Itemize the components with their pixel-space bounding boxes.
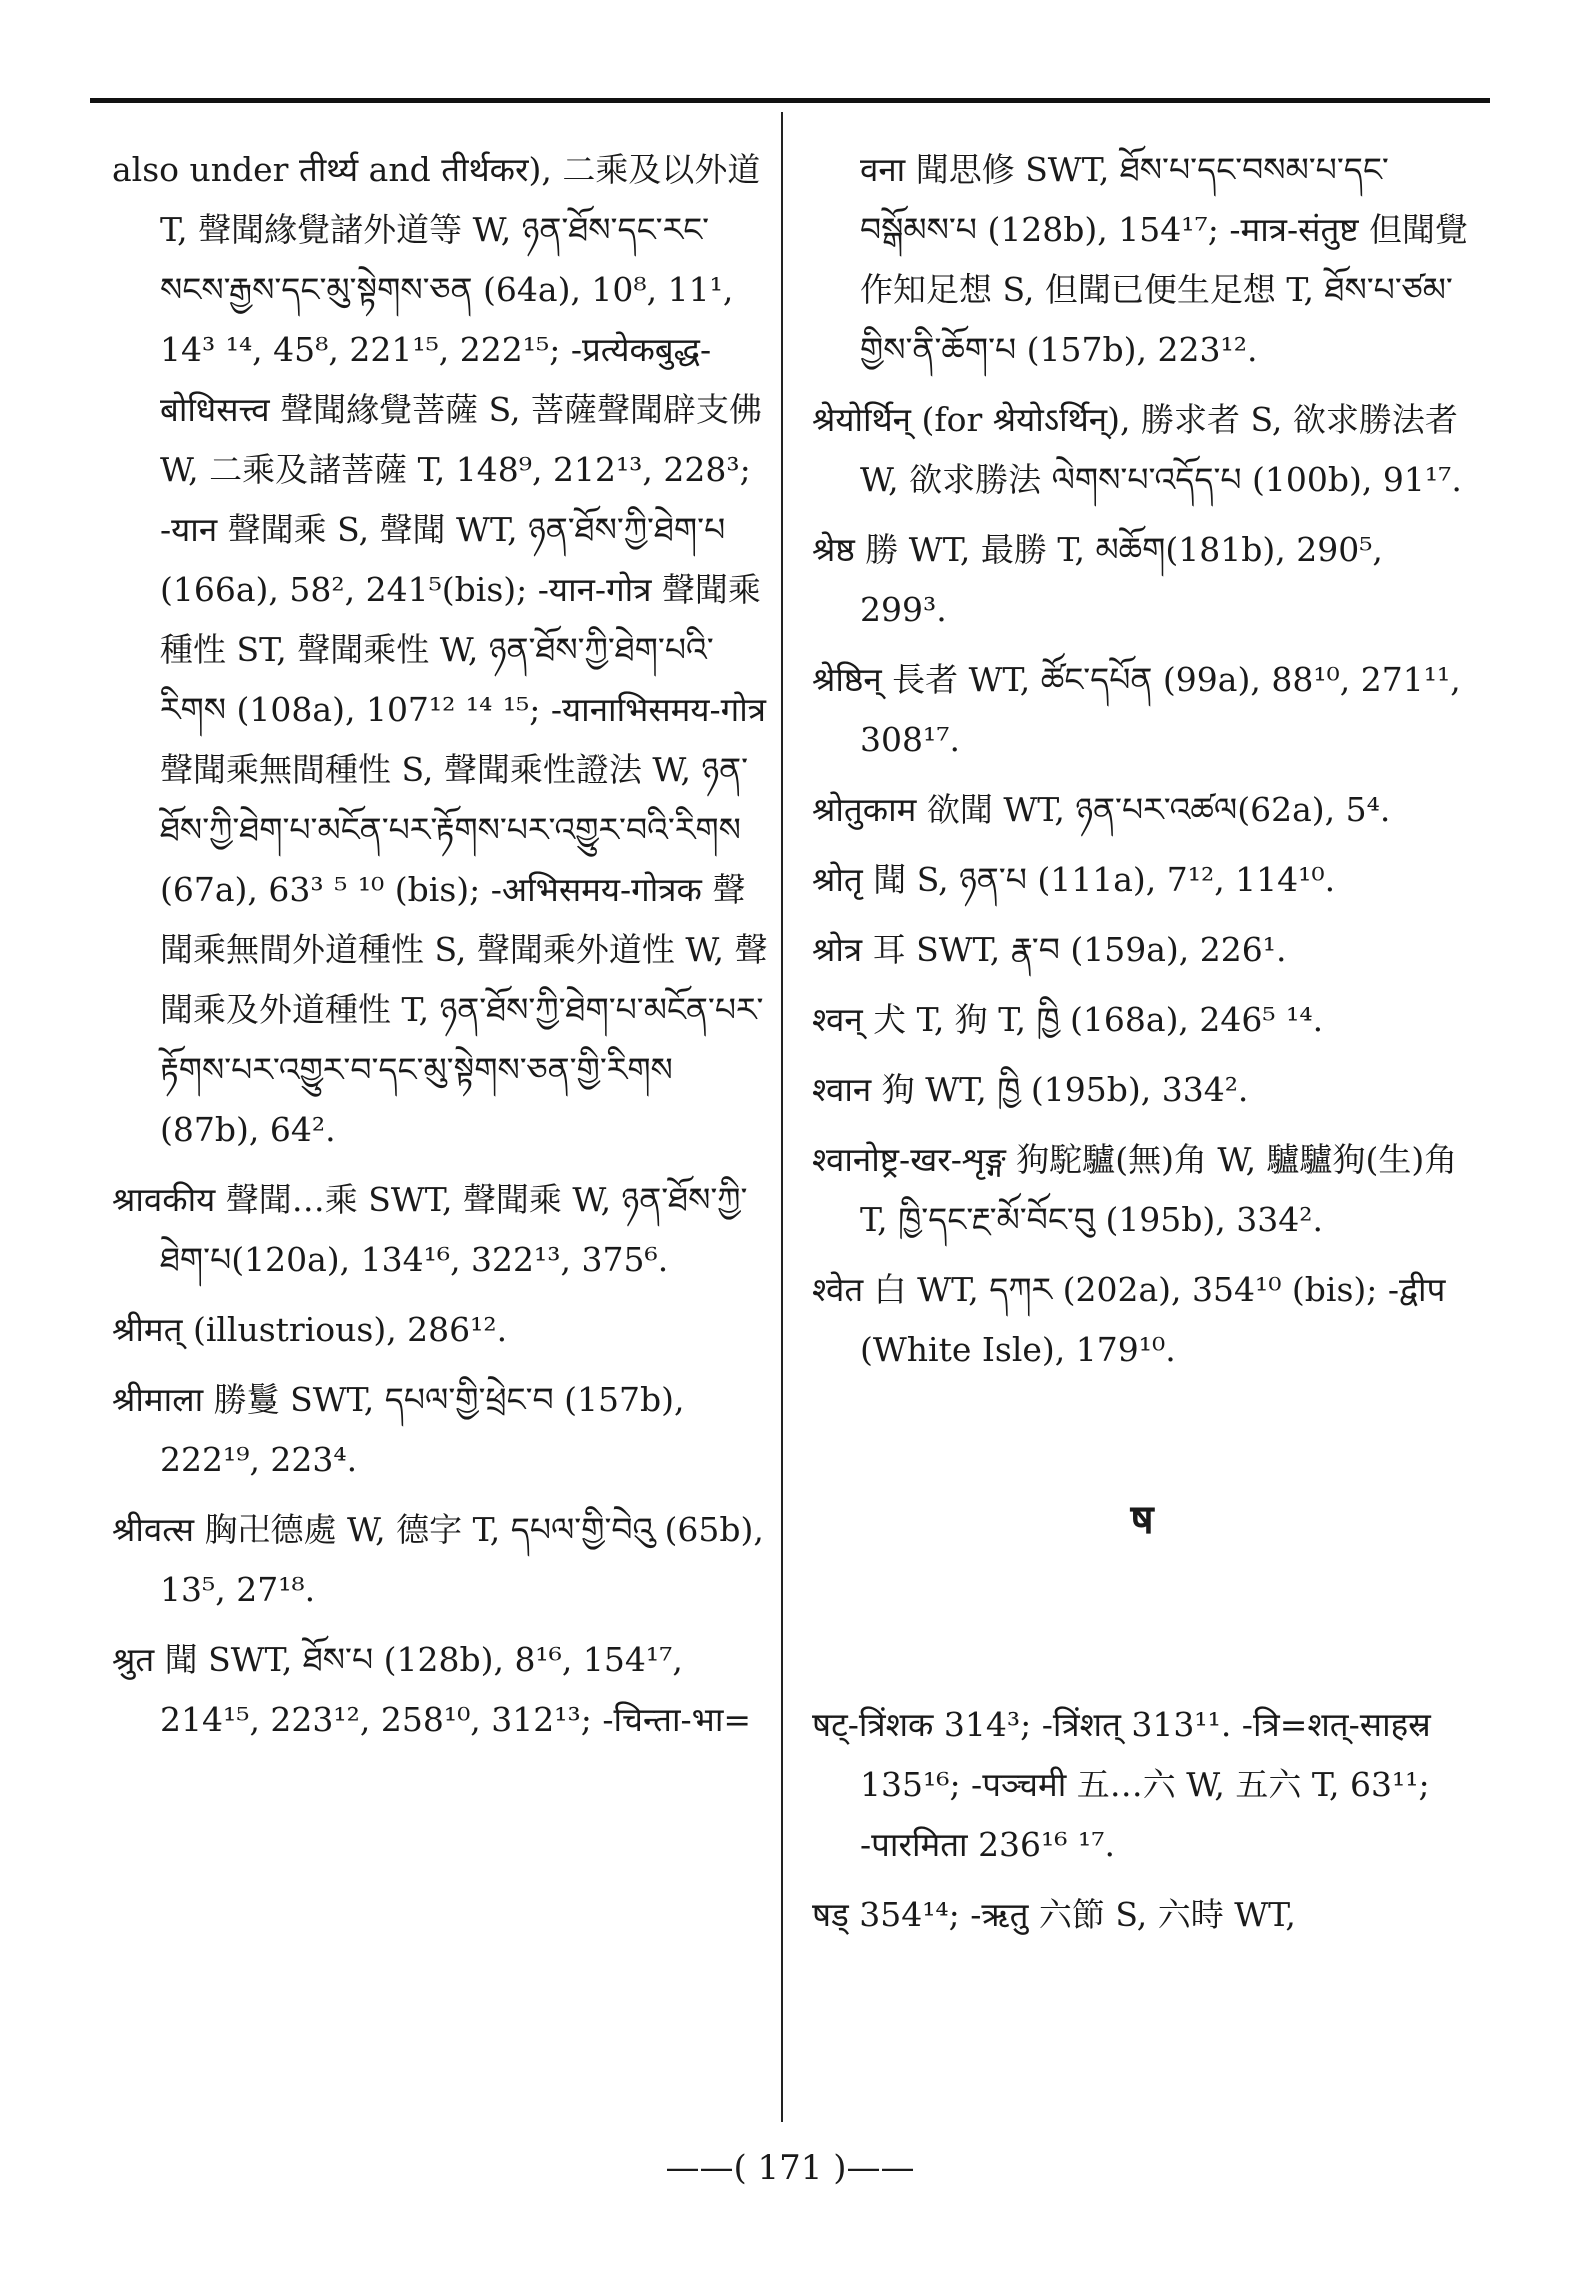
dictionary-entry: षड् 354¹⁴; -ऋतु 六節 S, 六時 WT,: [812, 1895, 1296, 1934]
right-column: [812, 140, 1472, 1955]
dictionary-entry: श्रीवत्स 胸卍德處 W, 德字 T, དཔལ་གྱི་བེའུ (65b), 13⁵, 27¹⁸.: [112, 1510, 764, 1609]
dictionary-entry: श्रीमाला 勝鬘 SWT, དཔལ་གྱི་ཕྲེང་བ (157b), 222¹⁹, 223⁴.: [112, 1380, 685, 1479]
section-heading: ष: [1130, 1496, 1154, 1543]
dictionary-entry: श्रेष्ठिन् 長者 WT, ཚོང་དཔོན (99a), 88¹⁰, 271¹¹, 308¹⁷.: [812, 660, 1461, 759]
dictionary-entry: श्रीमत् (illustrious), 286¹².: [112, 1310, 508, 1349]
left-column: [112, 140, 772, 1760]
dictionary-entry: श्रुत 聞 SWT, ཐོས་པ (128b), 8¹⁶, 154¹⁷, 214¹⁵, 223¹², 258¹⁰, 312¹³; -चिन्ता-भा=: [112, 1640, 752, 1739]
dictionary-entry: श्रेयोर्थिन् (for श्रेयोऽर्थिन्), 勝求者 S, 欲求勝法者 W, 欲求勝法 ལེགས་པ་འདོད་པ (100b), 91¹⁷.: [812, 400, 1462, 499]
top-rule: [90, 98, 1490, 103]
column-divider: [781, 112, 783, 2122]
dictionary-entry: श्वेत 白 WT, དཀར (202a), 354¹⁰ (bis); -द्वीप (White Isle), 179¹⁰.: [812, 1270, 1446, 1369]
dictionary-entry: श्रावकीय 聲聞…乘 SWT, 聲聞乘 W, ཉན་ཐོས་ཀྱི་ཐེག་པ(120a), 134¹⁶, 322¹³, 375⁶.: [112, 1180, 748, 1279]
dictionary-entry: श्रेष्ठ 勝 WT, 最勝 T, མཆོག(181b), 290⁵, 299³.: [812, 530, 1383, 629]
dictionary-entry: श्वन् 犬 T, 狗 T, ཁྱི (168a), 246⁵ ¹⁴.: [812, 1000, 1324, 1039]
dictionary-entry: षट्-त्रिंशक 314³; -त्रिंशत् 313¹¹. -त्रि=शत्-साहस्र 135¹⁶; -पञ्चमी 五…六 W, 五六 T, 63¹¹; -पारमिता 236¹⁶ ¹⁷.: [812, 1705, 1431, 1864]
dictionary-entry: श्वान 狗 WT, ཁྱི (195b), 334².: [812, 1070, 1249, 1109]
dictionary-entry: also under तीर्थ्य and तीर्थकर), 二乘及以外道 T, 聲聞緣覺諸外道等 W, ཉན་ཐོས་དང་རང་སངས་རྒྱས་དང་མུ་སྟེགས་ཅན (64a), 10⁸, 11¹, 14³ ¹⁴, 45⁸, 221¹⁵, 222¹⁵; -प्रत्येकबुद्ध-बोधिसत्त्व 聲聞緣覺菩薩 S, 菩薩聲聞辟支佛 W, 二乘及諸菩薩 T, 148⁹, 212¹³, 228³; -यान 聲聞乘 S, 聲聞 WT, ཉན་ཐོས་ཀྱི་ཐེག་པ (166a), 58², 241⁵(bis); -यान-गोत्र 聲聞乘種性 ST, 聲聞乘性 W, ཉན་ཐོས་ཀྱི་ཐེག་པའི་རིགས (108a), 107¹² ¹⁴ ¹⁵; -यानाभिसमय-गोत्र 聲聞乘無間種性 S, 聲聞乘性證法 W, ཉན་ཐོས་ཀྱི་ཐེག་པ་མངོན་པར་རྟོགས་པར་འགྱུར་བའི་རིགས (67a), 63³ ⁵ ¹⁰ (bis); -अभिसमय-गोत्रक 聲聞乘無間外道種性 S, 聲聞乘外道性 W, 聲聞乘及外道種性 T, ཉན་ཐོས་ཀྱི་ཐེག་པ་མངོན་པར་རྟོགས་པར་འགྱུར་བ་དང་མུ་སྟེགས་ཅན་གྱི་རིགས (87b), 64².: [112, 150, 768, 1149]
dictionary-entry: श्वानोष्ट्र-खर-शृङ्ग 狗駝驢(無)角 W, 驢驢狗(生)角 T, ཁྱི་དང་རྔ་མོ་བོང་བུ (195b), 334².: [812, 1140, 1458, 1239]
dictionary-entry: श्रोतुकाम 欲聞 WT, ཉན་པར་འཚལ(62a), 5⁴.: [812, 790, 1391, 829]
dictionary-entry: श्रोतृ 聞 S, ཉན་པ (111a), 7¹², 114¹⁰.: [812, 860, 1336, 899]
dictionary-entry-continuation: वना 聞思修 SWT, ཐོས་པ་དང་བསམ་པ་དང་བསྒོམས་པ (128b), 154¹⁷; -मात्र-संतुष्ट 但聞覺作知足想 S, 但聞已便生足想 T, ཐོས་པ་ཙམ་གྱིས་ནི་ཆོག་པ (157b), 223¹².: [860, 150, 1469, 369]
dictionary-entry: श्रोत्र 耳 SWT, རྣ་བ (159a), 226¹.: [812, 930, 1287, 969]
page-number: ——( 171 )——: [665, 2148, 915, 2188]
